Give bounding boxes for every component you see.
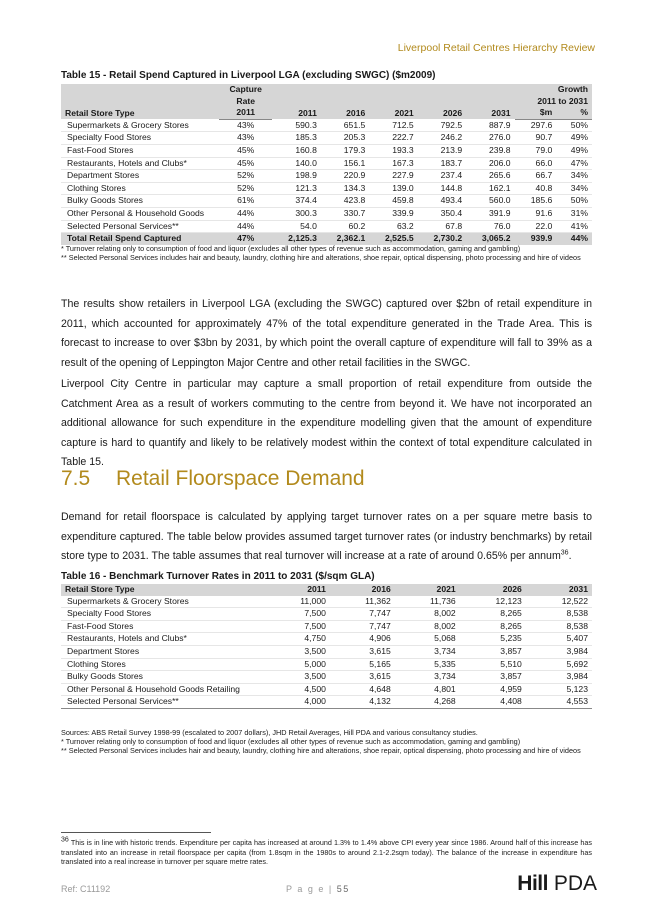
cell-v2011: 7,500 xyxy=(265,608,330,621)
table-row xyxy=(61,132,592,145)
table-16 xyxy=(61,584,592,709)
col-2016: 2016 xyxy=(321,84,369,119)
cell-v2031: 5,692 xyxy=(526,658,592,671)
table-16-source: Sources: ABS Retail Survey 1998-99 (escalated to 2007 dollars), JHD Retail Averages, Hill PDA and various consultancy studies. xyxy=(61,728,478,737)
cell-v2031: 3,984 xyxy=(526,671,592,684)
cell-gp: 34% xyxy=(556,170,592,183)
paragraph-3-end: . xyxy=(568,550,572,563)
cell-v2016: 5,165 xyxy=(330,658,395,671)
cell-v2021: 167.3 xyxy=(369,157,417,170)
cell-gp: 34% xyxy=(556,182,592,195)
total-v2016: 2,362.1 xyxy=(321,233,369,245)
footnote-text: This is in line with historic trends. Expenditure per capita has increased at around 1.3% to 1.4% above CPI every year since 1986. Around half of this increase has translated into an increase in retail floorspace per capita (from 1.8sqm in the 1980s to around 2.1-2.2sqm today). The balance of the increase in expenditure has translated into a real increase in turnover per square metre rates. xyxy=(61,838,592,867)
cell-v2016: 205.3 xyxy=(321,132,369,145)
table-15-note-1: * Turnover relating only to consumption of food and liquor (excludes all other types of revenue such as accommodation, gaming and gambling) xyxy=(61,244,521,253)
cell-v2021: 4,801 xyxy=(395,683,460,696)
table-16-note-1: * Turnover relating only to consumption of food and liquor (excludes all other types of revenue such as accommodation, gaming and gambling) xyxy=(61,737,521,746)
table-row xyxy=(61,195,592,208)
section-title: Retail Floorspace Demand xyxy=(116,467,365,490)
total-gp: 44% xyxy=(556,233,592,245)
cell-v2011: 374.4 xyxy=(272,195,320,208)
col-2016: 2016 xyxy=(330,584,395,596)
cell-v2031: 391.9 xyxy=(466,207,514,220)
logo-hill: Hill xyxy=(517,872,548,895)
cell-v2031: 8,538 xyxy=(526,608,592,621)
cell-v2016: 179.3 xyxy=(321,144,369,157)
cell-v2026: 12,123 xyxy=(460,596,526,608)
cell-rate: 45% xyxy=(219,157,272,170)
col-store-type: Retail Store Type xyxy=(61,84,219,119)
logo-pda: PDA xyxy=(553,872,597,895)
cell-v2026: 8,265 xyxy=(460,620,526,633)
cell-v2031: 239.8 xyxy=(466,144,514,157)
cell-v2016: 4,648 xyxy=(330,683,395,696)
table-total-row xyxy=(61,233,592,245)
paragraph-2: Liverpool City Centre in particular may capture a small proportion of retail expenditure from outside the Catchment Area as a result of workers commuting to the centre from beyond it. We have not incorporated an additional allowance for such expenditure in the expenditure modelling given that the amount of expenditure capture is hard to quantify and likely to be relatively modest within the context of total expenditure calculated in Table 15. xyxy=(61,378,592,469)
col-growth-l2: 2011 to 2031 xyxy=(515,96,592,108)
cell-v2016: 11,362 xyxy=(330,596,395,608)
cell-v2011: 3,500 xyxy=(265,645,330,658)
cell-type: Supermarkets & Grocery Stores xyxy=(61,596,265,608)
table-row xyxy=(61,620,592,633)
cell-v2021: 5,335 xyxy=(395,658,460,671)
cell-type: Restaurants, Hotels and Clubs* xyxy=(61,633,265,646)
page-number: 55 xyxy=(336,884,350,894)
cell-type: Specialty Food Stores xyxy=(61,608,265,621)
table-row xyxy=(61,671,592,684)
cell-v2016: 651.5 xyxy=(321,119,369,132)
cell-v2026: 3,857 xyxy=(460,671,526,684)
cell-v2021: 3,734 xyxy=(395,671,460,684)
cell-v2031: 162.1 xyxy=(466,182,514,195)
col-2026: 2026 xyxy=(418,84,466,119)
cell-v2031: 560.0 xyxy=(466,195,514,208)
cell-gm: 40.8 xyxy=(515,182,557,195)
table-row xyxy=(61,633,592,646)
col-growth-m: $m xyxy=(515,107,557,119)
cell-type: Fast-Food Stores xyxy=(61,620,265,633)
col-capture-l2: Rate xyxy=(219,96,272,108)
cell-v2026: 792.5 xyxy=(418,119,466,132)
cell-rate: 44% xyxy=(219,220,272,233)
total-v2026: 2,730.2 xyxy=(418,233,466,245)
cell-type: Selected Personal Services** xyxy=(61,220,219,233)
table-row xyxy=(61,696,592,709)
col-2031: 2031 xyxy=(466,84,514,119)
footnote xyxy=(61,838,592,867)
cell-gp: 49% xyxy=(556,132,592,145)
cell-gm: 90.7 xyxy=(515,132,557,145)
col-growth-pct: % xyxy=(556,107,592,119)
cell-v2026: 5,235 xyxy=(460,633,526,646)
cell-v2031: 8,538 xyxy=(526,620,592,633)
cell-v2016: 4,906 xyxy=(330,633,395,646)
cell-v2011: 121.3 xyxy=(272,182,320,195)
total-type: Total Retail Spend Captured xyxy=(61,233,219,245)
cell-v2031: 276.0 xyxy=(466,132,514,145)
cell-gm: 66.7 xyxy=(515,170,557,183)
cell-v2021: 3,734 xyxy=(395,645,460,658)
col-2021: 2021 xyxy=(369,84,417,119)
hill-pda-logo xyxy=(517,872,597,896)
cell-v2021: 8,002 xyxy=(395,608,460,621)
table-15-title: Table 15 - Retail Spend Captured in Liverpool LGA (excluding SWGC) ($m2009) xyxy=(61,70,436,81)
cell-gp: 31% xyxy=(556,207,592,220)
cell-v2031: 4,553 xyxy=(526,696,592,709)
cell-type: Department Stores xyxy=(61,170,219,183)
cell-v2031: 5,123 xyxy=(526,683,592,696)
cell-v2016: 7,747 xyxy=(330,620,395,633)
table-row xyxy=(61,170,592,183)
cell-v2021: 222.7 xyxy=(369,132,417,145)
table-row xyxy=(61,658,592,671)
footer-page xyxy=(286,884,350,894)
total-v2011: 2,125.3 xyxy=(272,233,320,245)
cell-v2021: 139.0 xyxy=(369,182,417,195)
cell-v2026: 183.7 xyxy=(418,157,466,170)
table-row xyxy=(61,119,592,132)
col-2011: 2011 xyxy=(272,84,320,119)
cell-gm: 79.0 xyxy=(515,144,557,157)
cell-v2026: 8,265 xyxy=(460,608,526,621)
total-v2031: 3,065.2 xyxy=(466,233,514,245)
cell-rate: 44% xyxy=(219,207,272,220)
table-row xyxy=(61,182,592,195)
cell-type: Clothing Stores xyxy=(61,182,219,195)
cell-v2011: 185.3 xyxy=(272,132,320,145)
cell-type: Clothing Stores xyxy=(61,658,265,671)
cell-v2011: 160.8 xyxy=(272,144,320,157)
cell-v2026: 350.4 xyxy=(418,207,466,220)
table-row xyxy=(61,157,592,170)
cell-v2021: 193.3 xyxy=(369,144,417,157)
cell-v2021: 4,268 xyxy=(395,696,460,709)
paragraph-3 xyxy=(61,508,592,567)
total-rate: 47% xyxy=(219,233,272,245)
cell-v2011: 590.3 xyxy=(272,119,320,132)
cell-v2031: 887.9 xyxy=(466,119,514,132)
paragraph-1: The results show retailers in Liverpool LGA (excluding the SWGC) captured over $2bn of retail expenditure in 2011, which accounted for approximately 47% of the total expenditure generated in the Trade Area. This is forecast to increase to over $3bn by 2031, by which point the overall capture of expenditure will fall to 39% as a result of the opening of Leppington Major Centre and other retail facilities in the SWGC. xyxy=(61,298,592,369)
cell-v2011: 11,000 xyxy=(265,596,330,608)
cell-v2016: 156.1 xyxy=(321,157,369,170)
cell-type: Department Stores xyxy=(61,645,265,658)
cell-v2016: 3,615 xyxy=(330,645,395,658)
cell-v2011: 4,750 xyxy=(265,633,330,646)
cell-type: Fast-Food Stores xyxy=(61,144,219,157)
cell-v2031: 76.0 xyxy=(466,220,514,233)
cell-rate: 61% xyxy=(219,195,272,208)
cell-v2016: 220.9 xyxy=(321,170,369,183)
cell-v2026: 493.4 xyxy=(418,195,466,208)
footer-ref: Ref: C11192 xyxy=(61,884,111,894)
total-gm: 939.9 xyxy=(515,233,557,245)
cell-v2021: 227.9 xyxy=(369,170,417,183)
cell-v2011: 3,500 xyxy=(265,671,330,684)
cell-gm: 297.6 xyxy=(515,119,557,132)
cell-v2011: 4,000 xyxy=(265,696,330,709)
cell-type: Bulky Goods Stores xyxy=(61,195,219,208)
cell-v2026: 246.2 xyxy=(418,132,466,145)
cell-gp: 50% xyxy=(556,195,592,208)
table-row xyxy=(61,683,592,696)
cell-rate: 45% xyxy=(219,144,272,157)
cell-v2021: 8,002 xyxy=(395,620,460,633)
cell-v2026: 3,857 xyxy=(460,645,526,658)
cell-v2031: 265.6 xyxy=(466,170,514,183)
cell-v2031: 3,984 xyxy=(526,645,592,658)
cell-gm: 66.0 xyxy=(515,157,557,170)
col-capture-l3: 2011 xyxy=(219,107,272,119)
cell-v2026: 4,959 xyxy=(460,683,526,696)
table-row xyxy=(61,207,592,220)
cell-v2016: 60.2 xyxy=(321,220,369,233)
table-16-note-2: ** Selected Personal Services includes hair and beauty, laundry, clothing hire and alterations, shoe repair, optical dispensing, photo processing and hire of videos xyxy=(61,746,581,755)
cell-v2016: 4,132 xyxy=(330,696,395,709)
table-row xyxy=(61,608,592,621)
cell-rate: 43% xyxy=(219,132,272,145)
total-v2021: 2,525.5 xyxy=(369,233,417,245)
cell-v2031: 5,407 xyxy=(526,633,592,646)
cell-v2026: 4,408 xyxy=(460,696,526,709)
table-16-title: Table 16 - Benchmark Turnover Rates in 2011 to 2031 ($/sqm GLA) xyxy=(61,571,375,582)
cell-v2031: 206.0 xyxy=(466,157,514,170)
cell-type: Bulky Goods Stores xyxy=(61,671,265,684)
cell-rate: 43% xyxy=(219,119,272,132)
section-heading xyxy=(61,467,365,491)
cell-type: Supermarkets & Grocery Stores xyxy=(61,119,219,132)
cell-v2016: 7,747 xyxy=(330,608,395,621)
cell-rate: 52% xyxy=(219,182,272,195)
footnote-number: 36 xyxy=(61,836,69,844)
cell-type: Selected Personal Services** xyxy=(61,696,265,709)
table-row xyxy=(61,220,592,233)
cell-v2011: 300.3 xyxy=(272,207,320,220)
cell-gp: 47% xyxy=(556,157,592,170)
cell-type: Restaurants, Hotels and Clubs* xyxy=(61,157,219,170)
section-number: 7.5 xyxy=(61,467,91,490)
cell-gp: 50% xyxy=(556,119,592,132)
cell-v2021: 712.5 xyxy=(369,119,417,132)
cell-v2021: 11,736 xyxy=(395,596,460,608)
cell-v2031: 12,522 xyxy=(526,596,592,608)
paragraph-3-text: Demand for retail floorspace is calculated by applying target turnover rates on a per square metre basis to expenditure captured. The table below provides assumed target turnover rates (or industry benchmarks) by retail store type to 2031. The table assumes that real turnover will increase at a rate of around 0.65% per annum xyxy=(61,511,592,563)
cell-v2016: 134.3 xyxy=(321,182,369,195)
col-2021: 2021 xyxy=(395,584,460,596)
col-2011: 2011 xyxy=(265,584,330,596)
table-15-note-2: ** Selected Personal Services includes hair and beauty, laundry, clothing hire and alterations, shoe repair, optical dispensing, photo processing and hire of videos xyxy=(61,253,581,262)
cell-v2021: 459.8 xyxy=(369,195,417,208)
cell-gp: 49% xyxy=(556,144,592,157)
footnote-ref[interactable]: 36 xyxy=(560,549,569,557)
page-label: P a g e | xyxy=(286,884,333,894)
table-row xyxy=(61,645,592,658)
cell-v2021: 63.2 xyxy=(369,220,417,233)
table-row xyxy=(61,144,592,157)
cell-v2016: 3,615 xyxy=(330,671,395,684)
cell-type: Other Personal & Household Goods xyxy=(61,207,219,220)
cell-v2011: 140.0 xyxy=(272,157,320,170)
cell-type: Other Personal & Household Goods Retailing xyxy=(61,683,265,696)
table-15 xyxy=(61,84,592,245)
col-2031: 2031 xyxy=(526,584,592,596)
cell-v2026: 67.8 xyxy=(418,220,466,233)
cell-gm: 185.6 xyxy=(515,195,557,208)
cell-v2011: 198.9 xyxy=(272,170,320,183)
cell-gm: 91.6 xyxy=(515,207,557,220)
cell-v2026: 213.9 xyxy=(418,144,466,157)
cell-v2021: 5,068 xyxy=(395,633,460,646)
col-growth-l1: Growth xyxy=(515,84,592,96)
running-header: Liverpool Retail Centres Hierarchy Review xyxy=(397,42,595,54)
col-2026: 2026 xyxy=(460,584,526,596)
cell-v2026: 5,510 xyxy=(460,658,526,671)
cell-v2021: 339.9 xyxy=(369,207,417,220)
col-store-type: Retail Store Type xyxy=(61,584,265,596)
cell-gp: 41% xyxy=(556,220,592,233)
cell-v2026: 144.8 xyxy=(418,182,466,195)
cell-gm: 22.0 xyxy=(515,220,557,233)
footnote-divider xyxy=(61,832,211,833)
cell-v2016: 423.8 xyxy=(321,195,369,208)
cell-type: Specialty Food Stores xyxy=(61,132,219,145)
cell-v2011: 54.0 xyxy=(272,220,320,233)
table-row xyxy=(61,596,592,608)
cell-v2016: 330.7 xyxy=(321,207,369,220)
cell-v2026: 237.4 xyxy=(418,170,466,183)
cell-v2011: 5,000 xyxy=(265,658,330,671)
cell-rate: 52% xyxy=(219,170,272,183)
cell-v2011: 7,500 xyxy=(265,620,330,633)
cell-v2011: 4,500 xyxy=(265,683,330,696)
col-capture-l1: Capture xyxy=(219,84,272,96)
